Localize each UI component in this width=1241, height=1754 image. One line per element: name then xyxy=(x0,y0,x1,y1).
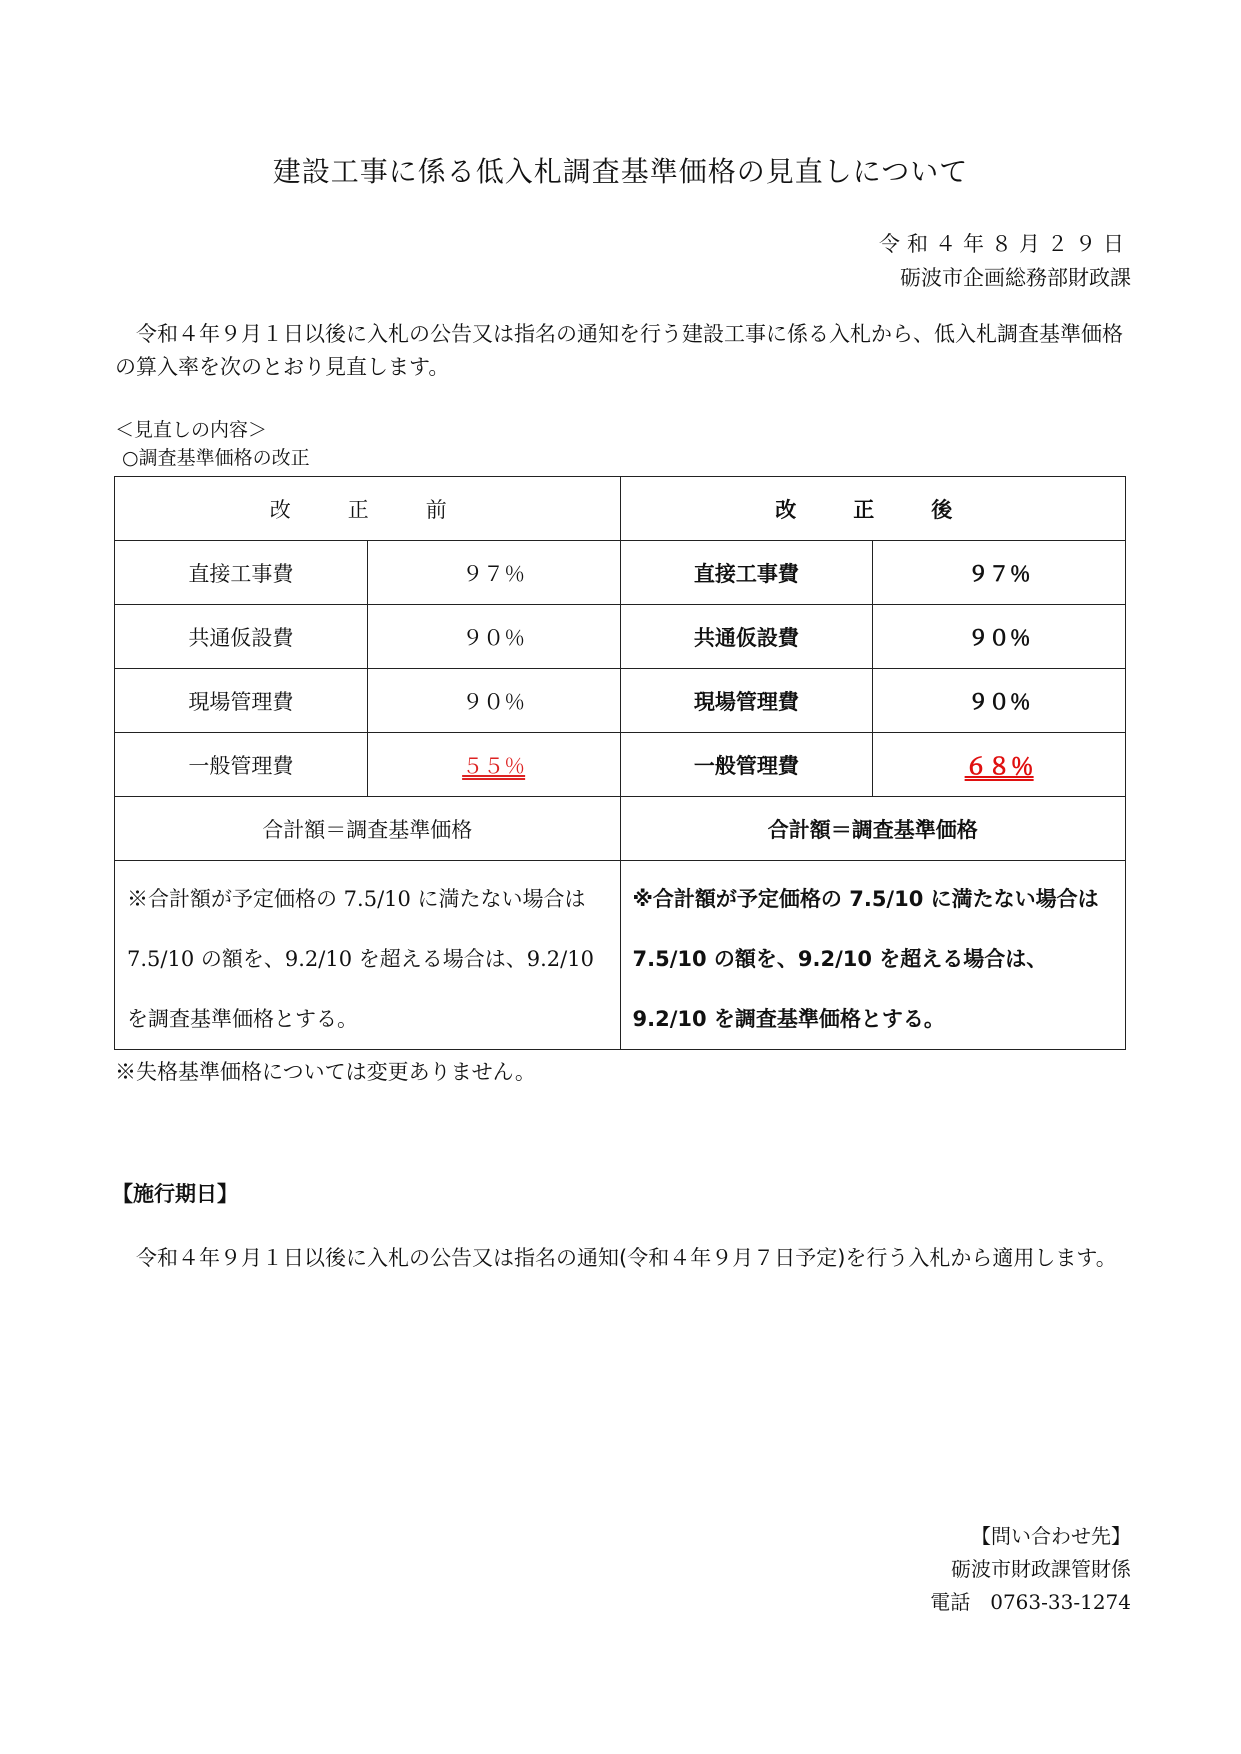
table-row xyxy=(115,541,1126,605)
before-highlight-value: ５５％ xyxy=(462,753,526,778)
contact-phone: 電話 0763-33-1274 xyxy=(930,1590,1131,1614)
after-label: 現場管理費 xyxy=(620,669,873,733)
document-title: 建設工事に係る低入札調査基準価格の見直しについて xyxy=(272,155,969,188)
subsection-heading: ○調査基準価格の改正 xyxy=(122,447,310,469)
table-row xyxy=(115,605,1126,669)
after-label: 共通仮設費 xyxy=(620,605,873,669)
after-note: ※合計額が予定価格の 7.5/10 に満たない場合は 7.5/10 の額を、9.2/10 を超える場合は、9.2/10 を調査基準価格とする。 xyxy=(620,861,1126,1050)
before-value: ９７％ xyxy=(367,541,620,605)
contact-heading: 【問い合わせ先】 xyxy=(971,1524,1131,1548)
total-row xyxy=(115,797,1126,861)
intro-paragraph xyxy=(115,318,1135,384)
section-heading: ＜見直しの内容＞ xyxy=(115,419,268,441)
before-header: 改 正 前 xyxy=(115,477,621,541)
after-header: 改 正 後 xyxy=(620,477,1126,541)
contact-office: 砺波市財政課管財係 xyxy=(951,1557,1131,1581)
before-note: ※合計額が予定価格の 7.5/10 に満たない場合は 7.5/10 の額を、9.2/10 を超える場合は、9.2/10 を調査基準価格とする。 xyxy=(115,861,621,1050)
contact-block xyxy=(930,1520,1131,1619)
after-total-label: 合計額＝調査基準価格 xyxy=(620,797,1126,861)
note-row xyxy=(115,861,1126,1050)
after-highlight-value: ６８％ xyxy=(964,754,1034,780)
effective-date-body xyxy=(115,1228,1135,1288)
revision-table xyxy=(114,476,1126,1050)
intro-text: 令和４年９月１日以後に入札の公告又は指名の通知を行う建設工事に係る入札から、低入札調査基準価格の算入率を次のとおり見直します。 xyxy=(115,322,1123,379)
before-label: 一般管理費 xyxy=(115,733,368,797)
effective-date-heading: 【施行期日】 xyxy=(112,1182,238,1206)
before-label: 現場管理費 xyxy=(115,669,368,733)
after-value: ９０％ xyxy=(873,605,1126,669)
after-value xyxy=(873,733,1126,797)
before-value xyxy=(367,733,620,797)
after-label: 直接工事費 xyxy=(620,541,873,605)
table-row xyxy=(115,669,1126,733)
issue-date: 令和４年８月２９日 xyxy=(879,232,1131,256)
effective-date-text: 令和４年９月１日以後に入札の公告又は指名の通知(令和４年９月７日予定)を行う入札から適用します。 xyxy=(136,1246,1117,1270)
table-header-row xyxy=(115,477,1126,541)
remark-text: ※失格基準価格については変更ありません。 xyxy=(115,1060,536,1084)
table-row xyxy=(115,733,1126,797)
issuing-department: 砺波市企画総務部財政課 xyxy=(900,266,1131,290)
after-value: ９０％ xyxy=(873,669,1126,733)
after-value: ９７％ xyxy=(873,541,1126,605)
after-label: 一般管理費 xyxy=(620,733,873,797)
before-value: ９０％ xyxy=(367,605,620,669)
before-label: 直接工事費 xyxy=(115,541,368,605)
before-label: 共通仮設費 xyxy=(115,605,368,669)
before-total-label: 合計額＝調査基準価格 xyxy=(115,797,621,861)
before-value: ９０％ xyxy=(367,669,620,733)
